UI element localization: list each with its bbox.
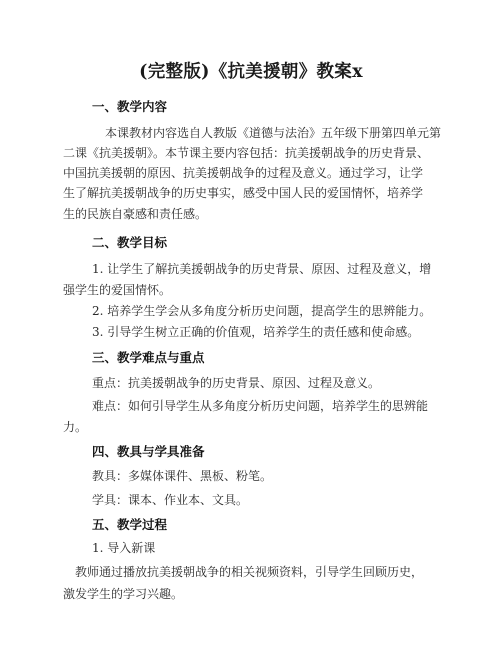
paragraph-line: 学具：课本、作业本、文具。 <box>92 493 249 507</box>
section-heading-key-points: 三、教学难点与重点 <box>92 350 205 365</box>
list-item: 3. 引导学生树立正确的价值观，培养学生的责任感和使命感。 <box>92 325 420 339</box>
section-heading-content: 一、教学内容 <box>92 99 168 114</box>
list-item: 1. 让学生了解抗美援朝战争的历史背景、原因、过程及意义，增 <box>92 262 432 276</box>
paragraph-line: 生的民族自豪感和责任感。 <box>63 207 208 221</box>
list-item: 1. 导入新课 <box>92 541 156 555</box>
section-heading-process: 五、教学过程 <box>92 517 168 532</box>
paragraph-line: 强学生的爱国情怀。 <box>63 283 172 297</box>
paragraph-line: 中国抗美援朝的原因、抗美援朝战争的过程及意义。通过学习，让学 <box>63 166 424 180</box>
paragraph-line: 重点：抗美援朝战争的历史背景、原因、过程及意义。 <box>92 376 381 390</box>
paragraph-line: 本课教材内容选自人教版《道德与法治》五年级下册第四单元第 <box>105 126 442 140</box>
paragraph-line: 生了解抗美援朝战争的历史事实，感受中国人民的爱国情怀，培养学 <box>63 186 424 200</box>
paragraph-line: 力。 <box>63 420 88 434</box>
paragraph-line: 教师通过播放抗美援朝战争的相关视频资料，引导学生回顾历史， <box>75 565 424 579</box>
section-heading-materials: 四、教具与学具准备 <box>92 444 205 459</box>
paragraph-line: 激发学生的学习兴趣。 <box>63 587 184 601</box>
list-item: 2. 培养学生学会从多角度分析历史问题，提高学生的思辨能力。 <box>92 304 432 318</box>
paragraph-line: 教具：多媒体课件、黑板、粉笔。 <box>92 469 273 483</box>
paragraph-line: 二课《抗美援朝》。本节课主要内容包括：抗美援朝战争的历史背景、 <box>63 146 430 160</box>
paragraph-line: 难点：如何引导学生从多角度分析历史问题，培养学生的思辨能 <box>92 399 429 413</box>
section-heading-objectives: 二、教学目标 <box>92 235 168 250</box>
document-title: (完整版)《抗美援朝》教案x <box>139 62 363 82</box>
